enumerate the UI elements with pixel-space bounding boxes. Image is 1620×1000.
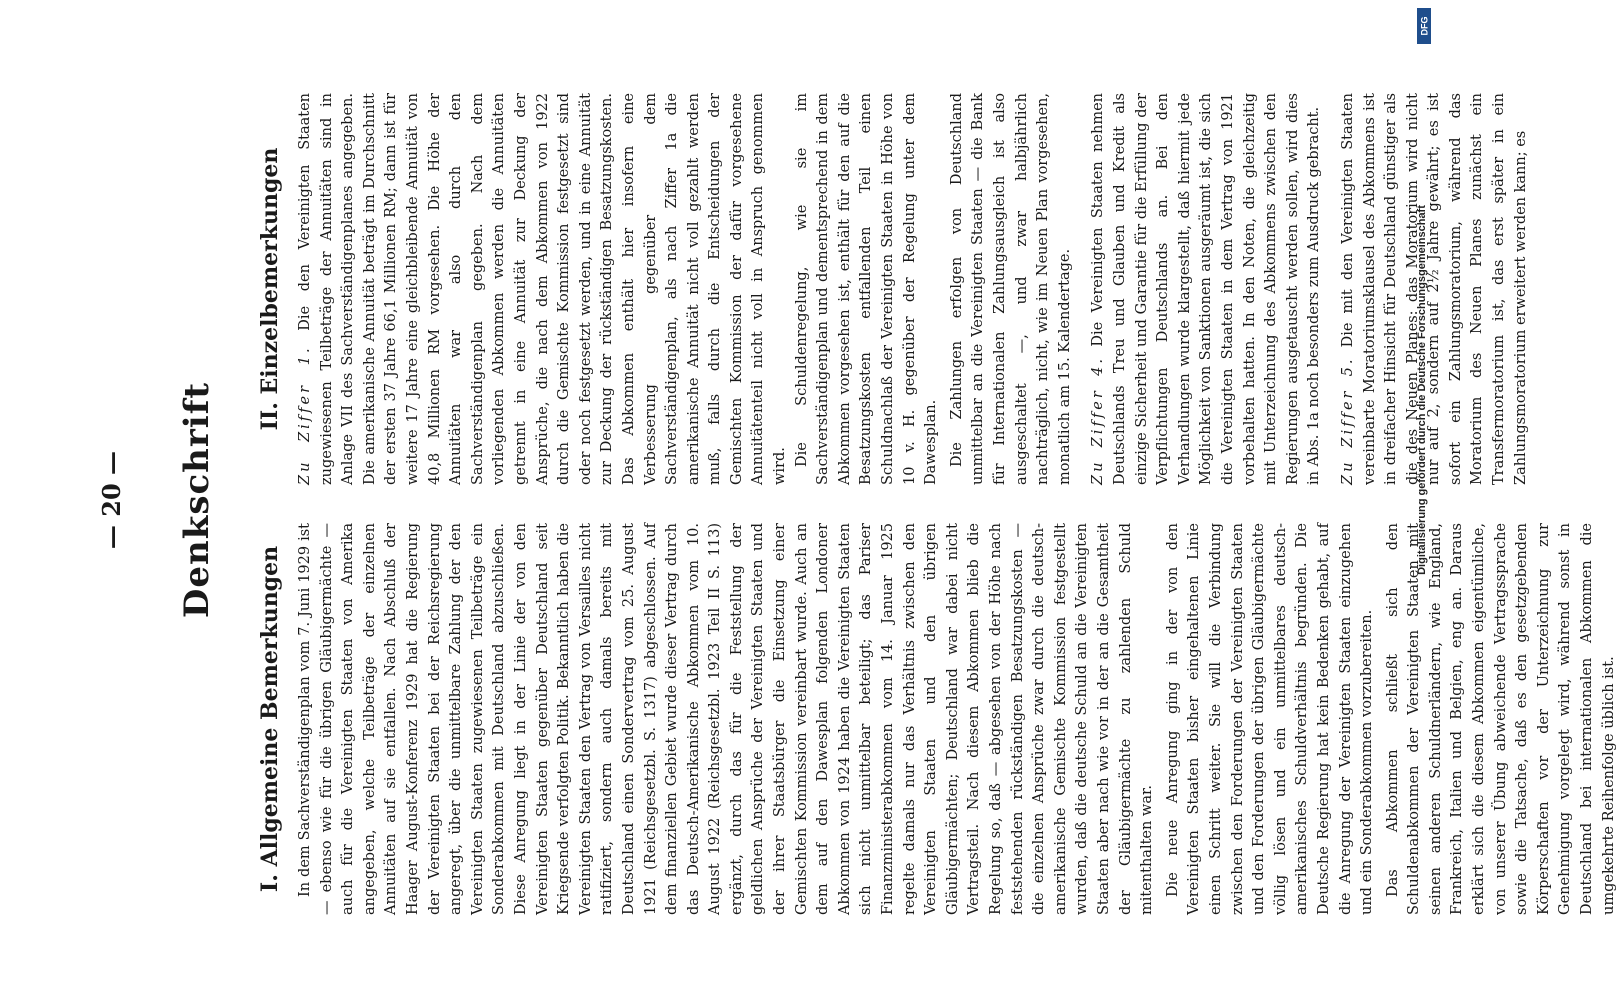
item-label: Zu Ziffer 1. bbox=[297, 345, 313, 485]
item-ziffer-4 bbox=[1088, 93, 1326, 485]
item-label: Zu Ziffer 4. bbox=[1090, 356, 1107, 485]
item-text: Die den Vereinigten Staaten zugewiesenen Teilbeträge der Annuitäten sind in Anlage VII des Sachverständigenplanes angegeben. Die amerikanische Annuität beträgt im Durchschnitt der ersten 37 Jahre 66,1 Millionen RM; dann ist für weitere 17 Jahre eine gleichbleibende Annuität von 40,8 Millionen RM vorgesehen. Die Höhe der Annuitäten war also durch den Sachverständigenplan gegeben. Nach dem vorliegenden Abkommen werden die Annuitäten getrennt in eine Annuität zur Deckung der Ansprüche, die nach dem Abkommen von 1922 durch die Gemischte Kommission festgesetzt sind oder noch festgesetzt werden, und in eine Annuität zur Deckung der rückständigen Besatzungskosten. Das Abkommen enthält hier insofern eine Verbesserung gegenüber dem Sachverständigenplan, als nach Ziffer 1a die amerikanische Annuität nicht voll gezahlt werden muß, falls durch die Entscheidungen der Gemischten Kommission der dafür vorgesehene Annuitätenteil nicht voll in Anspruch genommen wird. bbox=[297, 93, 789, 485]
digitization-credit bbox=[1410, 0, 1434, 1000]
paragraph: Die Schuldenregelung, wie sie im Sachverständigenplan und dementsprechend in dem Abkommen vorgesehen ist, enthält für den auf die Besatzungskosten entfallenden Teil einen Schuldnachlaß der Vereinigten Staaten in Höhe von 10 v. H. gegenüber der Regelung unter dem Dawesplan. bbox=[793, 93, 940, 485]
page-number: — 20 — bbox=[97, 450, 126, 550]
item-ziffer-1 bbox=[295, 93, 1076, 485]
document-title: Denkschrift bbox=[177, 381, 217, 619]
item-text: Die mit den Vereinigten Staaten vereinbarte Moratoriumsklausel des Abkommens ist in dreifacher Hinsicht für Deutschland günstiger als die des Neuen Planes: das Moratorium wird nicht nur auf 2, sondern auf 2½ Jahre gewährt; es ist sofort ein Zahlungsmoratorium, während das Moratorium des Neuen Planes zunächst ein Transfermoratorium ist, das erst später in ein Zahlungsmoratorium erweitert werden kann; es bbox=[1339, 93, 1529, 485]
section-heading-details: II. Einzelbemerkungen bbox=[257, 147, 283, 431]
paragraph: In dem Sachverständigenplan vom 7. Juni 1929 ist — ebenso wie für die übrigen Gläubigermächte — auch für die Vereinigten Staaten von Amerika angegeben, welche Teilbeträge der einzelnen Annuitäten auf sie entfallen. Nach Abschluß der Haager August-Konferenz 1929 hat die Regierung der Vereinigten Staaten bei der Reichsregierung angeregt, über die unmittelbare Zahlung der den Vereinigten Staaten zugewiesenen Teilbeträge ein Sonderabkommen mit Deutschland abzuschließen. Diese Anregung liegt in der Linie der von den Vereinigten Staaten gegenüber Deutschland seit Kriegsende verfolgten Politik. Bekanntlich haben die Vereinigten Staaten den Vertrag von Versailles nicht ratifiziert, sondern auch damals bereits mit Deutschland einen Sondervertrag vom 25. August 1921 (Reichsgesetzbl. S. 1317) abgeschlossen. Auf dem finanziellen Gebiet wurde dieser Vertrag durch das Deutsch-Amerikanische Abkommen vom 10. August 1922 (Reichsgesetzbl. 1923 Teil II S. 113) ergänzt, durch das für die Feststellung der geldlichen Ansprüche der Vereinigten Staaten und der ihrer Staatsbürger die Einsetzung einer Gemischten Kommission vereinbart wurde. Auch an dem auf den Dawesplan folgenden Londoner Abkommen von 1924 haben die Vereinigten Staaten sich nicht unmittelbar beteiligt; das Pariser Finanzministerabkommen vom 14. Januar 1925 regelte damals nur das Verhältnis zwischen den Vereinigten Staaten und den übrigen Gläubigermächten; Deutschland war dabei nicht Vertragsteil. Nach diesem Abkommen blieb die Regelung so, daß — abgesehen von der Höhe nach feststehenden rückständigen Besatzungskosten — die einzelnen Ansprüche zwar durch die deutsch-amerikanische Gemischte Kommission festgestellt wurden, daß die deutsche Schuld an die Vereinigten Staaten aber nach wie vor in der an die Gesamtheit der Gläubigermächte zu zahlenden Schuld mitenthalten war. bbox=[297, 523, 1156, 915]
credit-text: Digitalisierung gefördert durch die Deutsche Forschungsgemeinschaft bbox=[1416, 205, 1428, 575]
paragraph: Die Zahlungen erfolgen von Deutschland unmittelbar an die Vereinigten Staaten — die Bank für Internationalen Zahlungsausgleich ist also ausgeschaltet —, und zwar halbjährlich nachträglich, nicht, wie im Neuen Plan vorgesehen, monatlich am 15. Kalendertage. bbox=[948, 93, 1073, 485]
item-text: Die Vereinigten Staaten nehmen Deutschlands Treu und Glauben und Kredit als einzige Sicherheit und Garantie für die Erfüllung der Verpflichtungen Deutschlands an. Bei den Verhandlungen wurde klargestellt, daß hiermit jede Möglichkeit von Sanktionen ausgeräumt ist, die sich die Vereinigten Staaten in dem Vertrag von 1921 vorbehalten hatten. In den Noten, die gleichzeitig mit Unterzeichnung des Abkommens zwischen den Regierungen ausgetauscht werden sollen, wird dies in Abs. 1a noch besonders zum Ausdruck gebracht. bbox=[1090, 93, 1323, 485]
paragraph: Die neue Anregung ging in der von den Vereinigten Staaten bisher eingehaltenen Linie einen Schritt weiter. Sie will die Verbindung zwischen den Forderungen der Vereinigten Staaten und den Forderungen der übrigen Gläubigermächte völlig lösen und ein unmittelbares deutsch-amerikanisches Schuldverhältnis begründen. Die Deutsche Regierung hat kein Bedenken gehabt, auf die Anregung der Vereinigten Staaten einzugehen und ein Sonderabkommen vorzubereiten. bbox=[1164, 523, 1376, 915]
section-heading-general: I. Allgemeine Bemerkungen bbox=[257, 545, 283, 893]
item-ziffer-5 bbox=[1338, 93, 1532, 485]
dfg-logo: DFG bbox=[1417, 8, 1431, 44]
paragraph: Das Abkommen schließt sich den Schuldenabkommen der Vereinigten Staaten mit seinen anderen Schuldnerländern, wie England, Frankreich, Italien und Belgien, eng an. Daraus erklärt sich die diesem Abkommen eigentümliche, von unserer Übung abweichende Vertragssprache sowie die Tatsache, daß es den gesetzgebenden Körperschaften vor der Unterzeichnung zur Genehmigung vorgelegt wird, während sonst in Deutschland bei internationalen Abkommen die umgekehrte Reihenfolge üblich ist. bbox=[1384, 523, 1617, 915]
right-column bbox=[257, 93, 1532, 485]
item-label: Zu Ziffer 5. bbox=[1339, 356, 1356, 485]
